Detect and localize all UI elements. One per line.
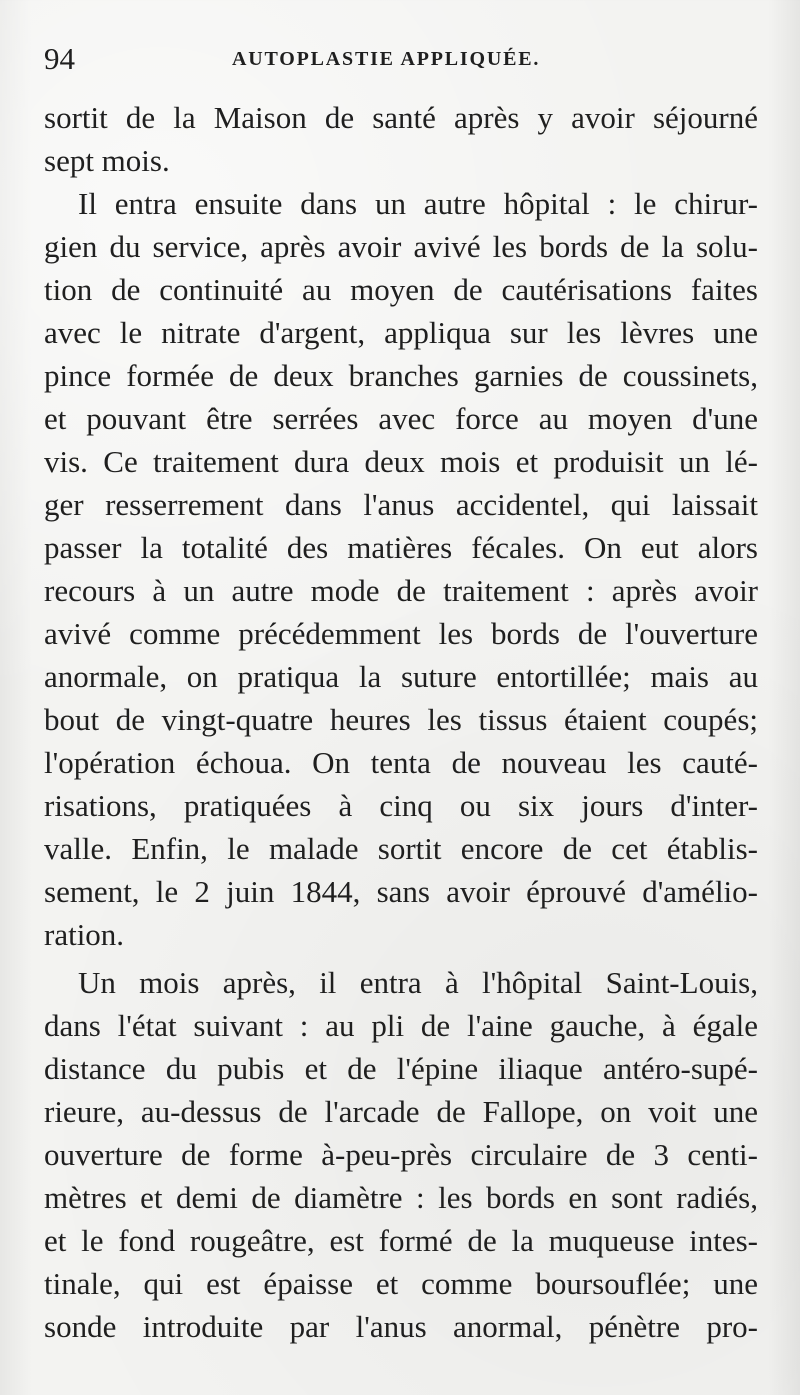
text-line: sept mois. <box>44 143 170 178</box>
text-line: distance du pubis et de l'épine iliaque antéro-supé- <box>44 1051 758 1086</box>
text-line: avivé comme précédemment les bords de l'ouverture <box>44 616 758 651</box>
text-line: tinale, qui est épaisse et comme boursouflée; une <box>44 1266 758 1301</box>
text-line: mètres et demi de diamètre : les bords en sont radiés, <box>44 1180 758 1215</box>
page-number: 94 <box>44 41 75 76</box>
text-line: sortit de la Maison de santé après y avoir séjourné <box>44 100 758 135</box>
text-line: bout de vingt-quatre heures les tissus étaient coupés; <box>44 702 758 737</box>
text-line: ouverture de forme à-peu-près circulaire de 3 centi- <box>44 1137 758 1172</box>
text-line: sonde introduite par l'anus anormal, pénètre pro- <box>44 1309 758 1344</box>
text-line: rieure, au-dessus de l'arcade de Fallope, on voit une <box>44 1094 758 1129</box>
running-title: AUTOPLASTIE APPLIQUÉE. <box>232 48 541 70</box>
text-line: Il entra ensuite dans un autre hôpital : le chirur- <box>78 186 758 221</box>
text-line: tion de continuité au moyen de cautérisations faites <box>44 272 758 307</box>
text-line: pince formée de deux branches garnies de coussinets, <box>44 358 758 393</box>
text-line: l'opération échoua. On tenta de nouveau les cauté- <box>44 745 758 780</box>
text-line: risations, pratiquées à cinq ou six jours d'inter- <box>44 788 758 823</box>
body-text <box>44 96 758 1348</box>
text-line: ration. <box>44 917 125 952</box>
page-header <box>44 38 756 80</box>
text-line: dans l'état suivant : au pli de l'aine gauche, à égale <box>44 1008 758 1043</box>
text-line: anormale, on pratiqua la suture entortillée; mais au <box>44 659 758 694</box>
text-line: Un mois après, il entra à l'hôpital Saint-Louis, <box>78 965 758 1000</box>
text-line: gien du service, après avoir avivé les bords de la solu- <box>44 229 758 264</box>
text-line: vis. Ce traitement dura deux mois et produisit un lé- <box>44 444 758 479</box>
text-line: sement, le 2 juin 1844, sans avoir éprouvé d'amélio- <box>44 874 758 909</box>
text-line: avec le nitrate d'argent, appliqua sur les lèvres une <box>44 315 758 350</box>
text-line: ger resserrement dans l'anus accidentel, qui laissait <box>44 487 758 522</box>
text-line: passer la totalité des matières fécales. On eut alors <box>44 530 758 565</box>
text-line: valle. Enfin, le malade sortit encore de cet établis- <box>44 831 758 866</box>
text-line: et pouvant être serrées avec force au moyen d'une <box>44 401 758 436</box>
text-line: et le fond rougeâtre, est formé de la muqueuse intes- <box>44 1223 758 1258</box>
text-line: recours à un autre mode de traitement : après avoir <box>44 573 758 608</box>
